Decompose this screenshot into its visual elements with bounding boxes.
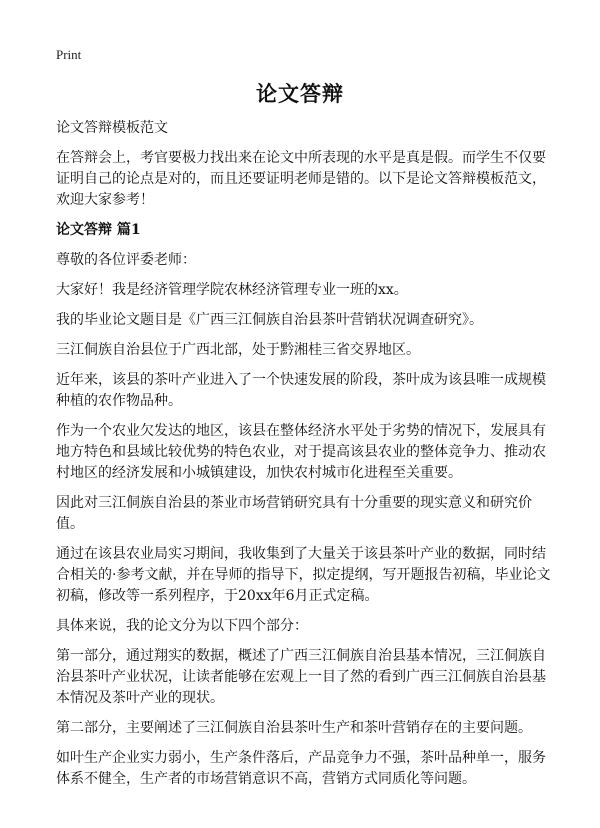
article-subtitle: 论文答辩模板范文: [56, 120, 168, 136]
page-title: 论文答辩: [256, 81, 344, 106]
paragraph-part-two: 第二部分，主要阐述了三江侗族自治县茶叶生产和茶叶营销存在的主要问题。: [56, 720, 532, 736]
paragraph-greeting: 尊敬的各位评委老师：: [56, 252, 196, 268]
paragraph-thesis-title: 我的毕业论文题目是《广西三江侗族自治县茶叶营销状况调查研究》。: [56, 312, 483, 328]
paragraph-part-one: 第一部分，通过翔实的数据，概述了广西三江侗族自治县基本情况，三江侗族自治县茶叶产业状况，让读者能够在宏观上一目了然的看到广西三江侗族自治县基本情况及茶叶产业的现状。: [56, 648, 546, 706]
paragraph-significance: 作为一个农业欠发达的地区，该县在整体经济水平处于劣势的情况下，发展具有地方特色和县域比较优势的特色农业，对于提高该县农业的整体竞争力、推动农村地区的经济发展和小城镇建设，加快农村城市化进程至关重要。: [56, 423, 546, 481]
paragraph-problems: 如叶生产企业实力弱小，生产条件落后，产品竞争力不强，茶叶品种单一，服务体系不健全，生产者的市场营销意识不高，营销方式同质化等问题。: [56, 750, 546, 787]
paragraph-process: 通过在该县农业局实习期间，我收集到了大量关于该县茶叶产业的数据，同时结合相关的·参考文献，并在导师的指导下，拟定提纲，写开题报告初稿，毕业论文初稿，修改等一系列程序，于20xx年6月正式定稿。: [56, 546, 551, 604]
section-heading: 论文答辩 篇1: [56, 222, 141, 238]
intro-paragraph: 在答辩会上，考官要极力找出来在论文中所表现的水平是真是假。而学生不仅要证明自己的论点是对的，而且还要证明老师是错的。以下是论文答辩模板范文，欢迎大家参考！: [56, 150, 546, 208]
print-link[interactable]: Print: [56, 47, 82, 62]
paragraph-recent-years: 近年来，该县的茶叶产业进入了一个快速发展的阶段，茶叶成为该县唯一成规模种植的农作物品种。: [56, 372, 546, 409]
paragraph-location: 三江侗族自治县位于广西北部，处于黔湘桂三省交界地区。: [56, 342, 420, 358]
article-body: [56, 118, 556, 799]
paragraph-structure: 具体来说，我的论文分为以下四个部分：: [56, 618, 308, 634]
paragraph-self-intro: 大家好！我是经济管理学院农林经济管理专业一班的xx。: [56, 282, 408, 298]
paragraph-research-value: 因此对三江侗族自治县的茶业市场营销研究具有十分重要的现实意义和研究价值。: [56, 495, 532, 532]
